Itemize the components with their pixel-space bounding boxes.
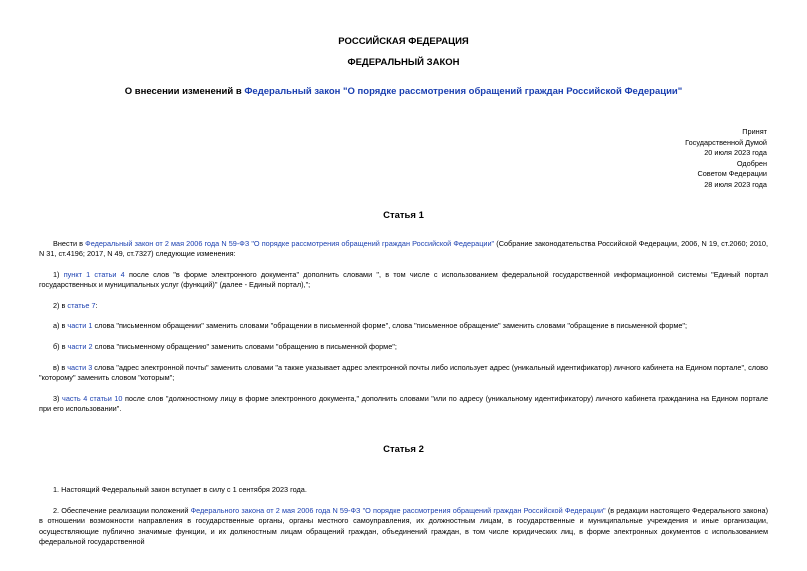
item-2-link[interactable]: статье 7 <box>67 301 96 310</box>
adoption-line-council-date: 28 июля 2023 года <box>704 179 767 189</box>
article-2-para-1: 1. Настоящий Федеральный закон вступает в силу с 1 сентября 2023 года. <box>53 485 307 494</box>
law-title-link[interactable]: Федеральный закон "О порядке рассмотрения обращений граждан Российской Федерации" <box>244 86 683 97</box>
law-title-prefix: О внесении изменений в <box>124 86 245 97</box>
item-2c-link[interactable]: части 3 <box>67 363 93 372</box>
law-title <box>0 86 807 97</box>
article-1-item-1: 1) пункт 1 статьи 4 после слов "в форме электронного документа" дополнить словами ", в том числе с использованием федеральной государственной информационной системы "Единый портал государственных и муниципальных услуг (функций)" (далее - Единый портал),"; <box>39 270 768 290</box>
article-1-heading: Статья 1 <box>383 210 424 221</box>
article-1-item-2a: а) в части 1 слова "письменном обращении" заменить словами "обращении в письменной форме", слова "письменное обращение" заменить словами "обращение в письменной форме"; <box>53 321 688 330</box>
article-2-para-2: 2. Обеспечение реализации положений Федерального закона от 2 мая 2006 года N 59-ФЗ "О порядке рассмотрения обращений граждан Российской Федерации" (в редакции настоящего Федерального закона) в отношении возможности направления в государственные органы, органы местного самоуправления, их должностным лицам, в государственные и муниципальные учреждения и иные организации, осуществляющие публично значимые функции, и их должностным лицам обращений граждан, объединений граждан, в том числе юридических лиц, в форме электронных документов с использованием федеральной государственной <box>39 506 768 547</box>
article-1-item-3: 3) часть 4 статьи 10 после слов "должностному лицу в форме электронного документа," дополнить словами "или по адресу (уникальному идентификатору) личного кабинета гражданина на Едином портале при его использовании". <box>39 394 769 414</box>
country-heading: РОССИЙСКАЯ ФЕДЕРАЦИЯ <box>338 36 469 47</box>
article-2-heading: Статья 2 <box>383 444 424 455</box>
adoption-block <box>607 127 767 191</box>
item-2b-link[interactable]: части 2 <box>67 342 93 351</box>
document-type-heading: ФЕДЕРАЛЬНЫЙ ЗАКОН <box>347 57 460 68</box>
adoption-line-adopted: Принят <box>742 127 767 136</box>
item-3-link[interactable]: часть 4 статьи 10 <box>62 394 123 403</box>
item-2a-link[interactable]: части 1 <box>67 321 93 330</box>
adoption-line-duma: Государственной Думой <box>685 137 767 147</box>
article-1-item-2b: б) в части 2 слова "письменному обращению" заменить словами "обращению в письменной форме"; <box>53 342 397 351</box>
adoption-line-council: Советом Федерации <box>697 169 767 179</box>
article-1-item-2: 2) в статье 7: <box>53 301 98 310</box>
article-1-item-2c: в) в части 3 слова "адрес электронной почты" заменить словами "а также указывает адрес электронной почты либо использует адрес (уникальный идентификатор) личного кабинета на Едином портале", слово "которому" заменить словом "которым"; <box>39 363 768 383</box>
article-1-intro: Внести в Федеральный закон от 2 мая 2006 года N 59-ФЗ "О порядке рассмотрения обращений граждан Российской Федерации" (Собрание законодательства Российской Федерации, 2006, N 19, ст.2060; 2010, N 31, ст.4196; 2017, N 49, ст.7327) следующие изменения: <box>39 239 769 259</box>
article-2-law-link[interactable]: Федерального закона от 2 мая 2006 года N 59-ФЗ "О порядке рассмотрения обращений граждан Российской Федерации" <box>190 506 606 515</box>
adoption-line-duma-date: 20 июля 2023 года <box>704 148 767 158</box>
item-1-link[interactable]: пункт 1 статьи 4 <box>63 270 125 279</box>
law-59fz-link[interactable]: Федеральный закон от 2 мая 2006 года N 59-ФЗ "О порядке рассмотрения обращений граждан Российской Федерации" <box>85 239 495 248</box>
adoption-line-approved: Одобрен <box>736 158 767 168</box>
